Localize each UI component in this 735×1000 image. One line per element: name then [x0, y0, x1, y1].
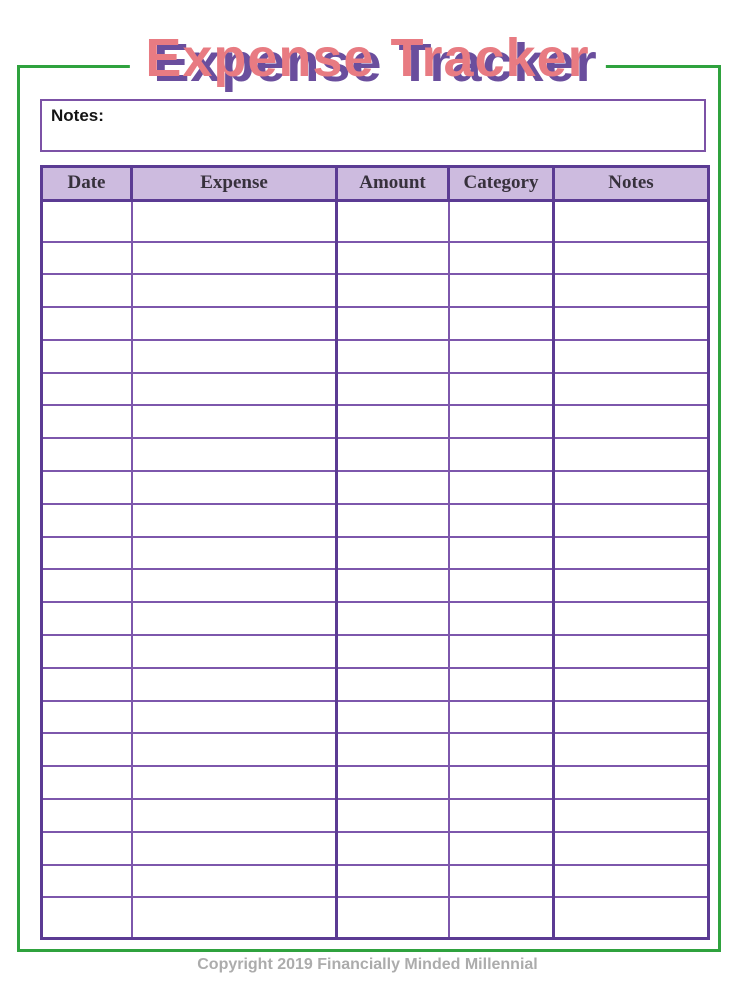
table-cell	[42, 635, 132, 668]
table-cell	[132, 471, 337, 504]
table-cell	[132, 832, 337, 865]
copyright-text: Copyright 2019 Financially Minded Millennial	[197, 956, 538, 973]
table-cell	[449, 635, 554, 668]
table-row	[42, 733, 709, 766]
table-cell	[132, 668, 337, 701]
table-cell	[132, 602, 337, 635]
table-cell	[337, 242, 449, 275]
table-cell	[554, 438, 709, 471]
table-cell	[554, 373, 709, 406]
table-row	[42, 766, 709, 799]
table-cell	[132, 766, 337, 799]
table-cell	[132, 701, 337, 734]
table-cell	[42, 733, 132, 766]
table-cell	[132, 340, 337, 373]
table-row	[42, 635, 709, 668]
table-cell	[337, 405, 449, 438]
table-row	[42, 504, 709, 537]
table-row	[42, 569, 709, 602]
expense-table	[40, 165, 710, 940]
table-cell	[42, 307, 132, 340]
table-cell	[42, 373, 132, 406]
table-row	[42, 274, 709, 307]
table-cell	[449, 865, 554, 898]
table-cell	[42, 242, 132, 275]
table-cell	[42, 405, 132, 438]
table-cell	[449, 438, 554, 471]
table-body	[42, 201, 709, 939]
table-cell	[554, 832, 709, 865]
table-cell	[554, 307, 709, 340]
table-cell	[449, 537, 554, 570]
table-cell	[42, 471, 132, 504]
table-row	[42, 701, 709, 734]
expense-table-wrap	[40, 165, 710, 940]
table-cell	[337, 201, 449, 242]
table-row	[42, 865, 709, 898]
table-cell	[42, 668, 132, 701]
table-cell	[449, 405, 554, 438]
table-cell	[132, 405, 337, 438]
table-row	[42, 201, 709, 242]
table-cell	[554, 242, 709, 275]
table-cell	[449, 733, 554, 766]
table-row	[42, 537, 709, 570]
table-cell	[449, 242, 554, 275]
table-head	[42, 167, 709, 201]
table-cell	[337, 897, 449, 938]
table-cell	[554, 471, 709, 504]
table-cell	[42, 865, 132, 898]
table-cell	[132, 274, 337, 307]
table-cell	[554, 701, 709, 734]
table-cell	[132, 201, 337, 242]
table-cell	[42, 569, 132, 602]
table-row	[42, 799, 709, 832]
table-cell	[337, 668, 449, 701]
table-cell	[449, 701, 554, 734]
table-row	[42, 602, 709, 635]
table-cell	[554, 569, 709, 602]
column-header-amount: Amount	[337, 167, 449, 201]
header-row	[42, 167, 709, 201]
table-cell	[42, 766, 132, 799]
table-cell	[554, 274, 709, 307]
table-cell	[337, 569, 449, 602]
column-header-expense: Expense	[132, 167, 337, 201]
table-row	[42, 668, 709, 701]
table-cell	[42, 897, 132, 938]
table-cell	[449, 897, 554, 938]
table-cell	[554, 766, 709, 799]
table-cell	[449, 274, 554, 307]
column-header-notes: Notes	[554, 167, 709, 201]
table-cell	[337, 373, 449, 406]
column-header-date: Date	[42, 167, 132, 201]
table-cell	[554, 635, 709, 668]
table-cell	[337, 471, 449, 504]
column-header-category: Category	[449, 167, 554, 201]
table-cell	[337, 799, 449, 832]
table-cell	[42, 438, 132, 471]
table-cell	[132, 242, 337, 275]
table-row	[42, 832, 709, 865]
table-cell	[449, 569, 554, 602]
table-cell	[554, 340, 709, 373]
table-row	[42, 242, 709, 275]
table-cell	[337, 635, 449, 668]
table-cell	[337, 766, 449, 799]
table-row	[42, 471, 709, 504]
table-cell	[449, 832, 554, 865]
table-cell	[449, 471, 554, 504]
table-cell	[42, 340, 132, 373]
table-cell	[42, 799, 132, 832]
table-cell	[337, 733, 449, 766]
table-cell	[554, 733, 709, 766]
notes-label: Notes:	[51, 106, 104, 125]
table-cell	[449, 799, 554, 832]
table-cell	[337, 340, 449, 373]
table-cell	[449, 373, 554, 406]
table-cell	[337, 832, 449, 865]
table-cell	[337, 438, 449, 471]
table-cell	[132, 733, 337, 766]
table-cell	[132, 373, 337, 406]
table-cell	[449, 668, 554, 701]
table-cell	[337, 865, 449, 898]
table-cell	[449, 307, 554, 340]
table-cell	[132, 897, 337, 938]
table-row	[42, 405, 709, 438]
table-cell	[554, 799, 709, 832]
table-cell	[132, 537, 337, 570]
table-cell	[554, 504, 709, 537]
table-row	[42, 897, 709, 938]
table-cell	[554, 537, 709, 570]
notes-box	[40, 99, 706, 152]
table-cell	[132, 307, 337, 340]
table-cell	[554, 897, 709, 938]
table-cell	[449, 602, 554, 635]
table-cell	[132, 504, 337, 537]
table-cell	[554, 668, 709, 701]
table-row	[42, 438, 709, 471]
table-cell	[132, 569, 337, 602]
table-cell	[449, 201, 554, 242]
table-cell	[42, 274, 132, 307]
table-cell	[132, 635, 337, 668]
table-row	[42, 373, 709, 406]
table-cell	[42, 832, 132, 865]
table-cell	[449, 504, 554, 537]
table-cell	[337, 537, 449, 570]
table-cell	[132, 799, 337, 832]
table-cell	[554, 201, 709, 242]
table-cell	[554, 865, 709, 898]
table-cell	[42, 602, 132, 635]
table-row	[42, 307, 709, 340]
table-cell	[132, 865, 337, 898]
table-cell	[449, 766, 554, 799]
table-cell	[42, 201, 132, 242]
table-cell	[337, 274, 449, 307]
table-cell	[337, 602, 449, 635]
table-cell	[554, 405, 709, 438]
page-title: Expense Tracker	[129, 27, 605, 89]
table-cell	[449, 340, 554, 373]
table-cell	[337, 504, 449, 537]
table-cell	[337, 307, 449, 340]
table-cell	[42, 504, 132, 537]
table-cell	[337, 701, 449, 734]
table-cell	[42, 701, 132, 734]
table-row	[42, 340, 709, 373]
table-cell	[554, 602, 709, 635]
table-cell	[132, 438, 337, 471]
table-cell	[42, 537, 132, 570]
